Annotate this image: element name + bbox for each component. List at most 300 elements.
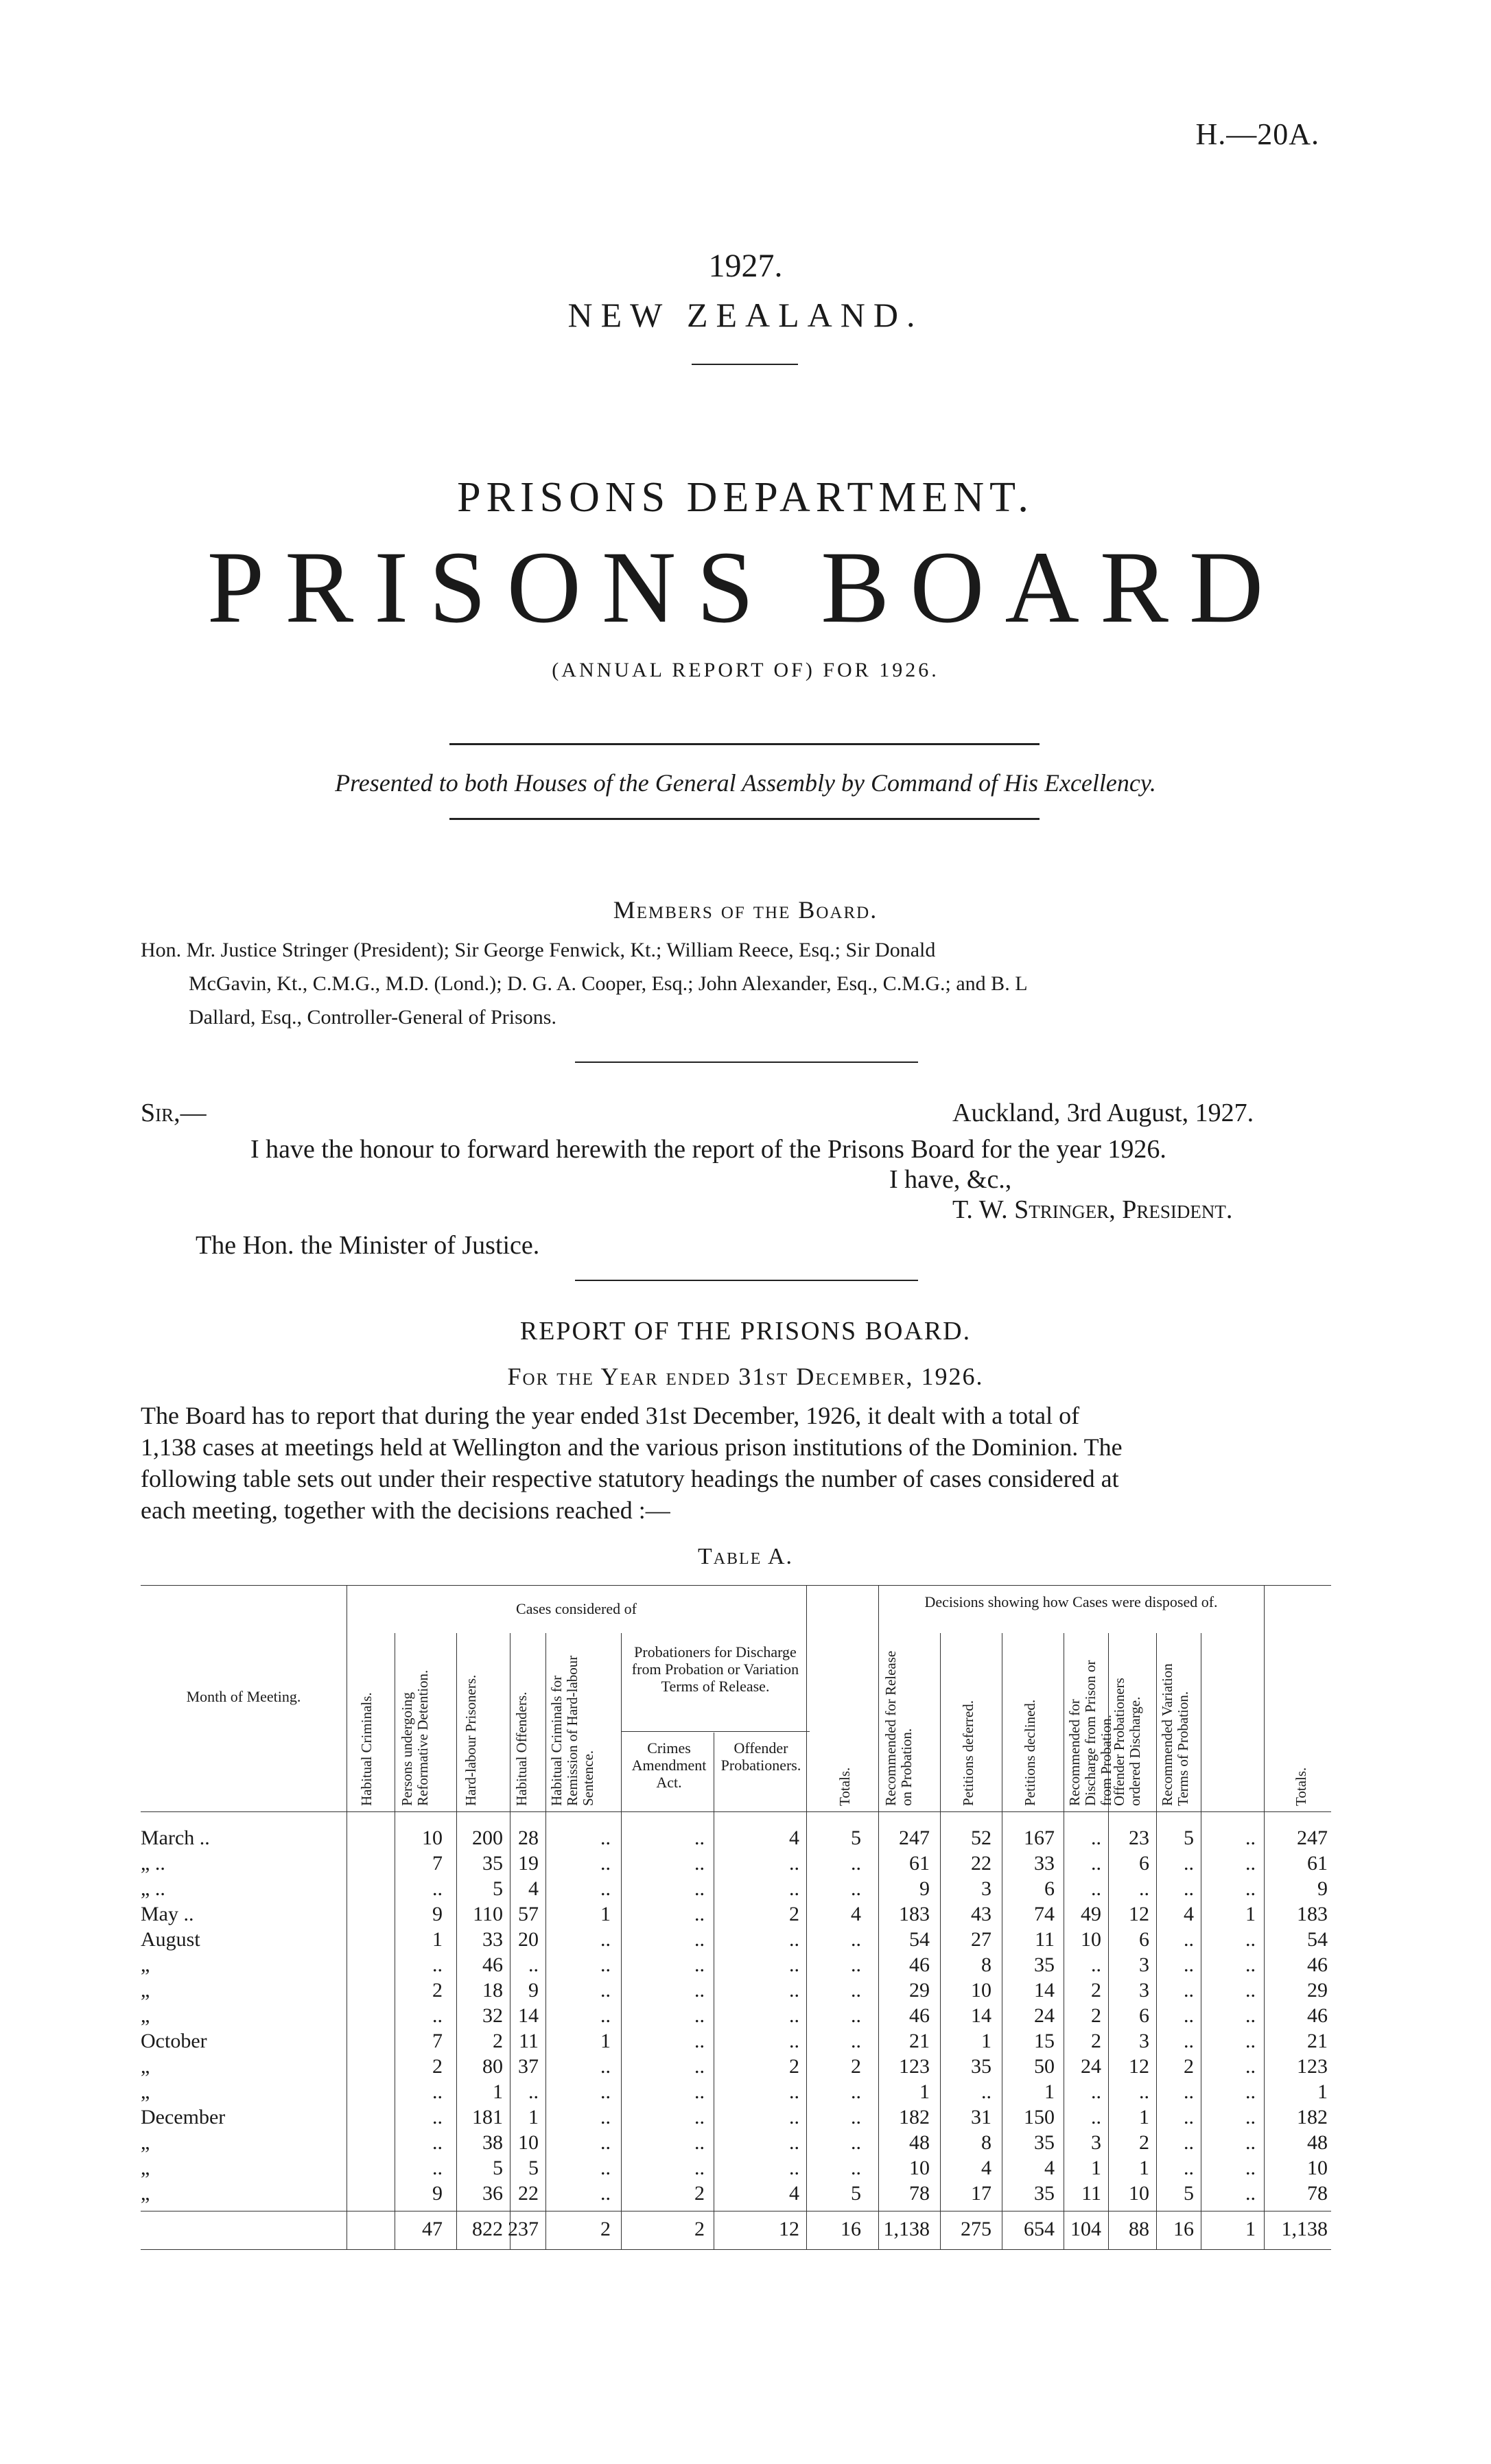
table-cell: .. <box>1184 2157 1194 2179</box>
table-cell: 48 <box>1307 2131 1328 2154</box>
table-cell: 247 <box>899 1827 930 1849</box>
table-cell: .. <box>851 1877 861 1900</box>
table-cell: 183 <box>899 1903 930 1925</box>
table-cell: 11 <box>519 2030 539 2052</box>
table-cell: 3 <box>1139 2030 1149 2052</box>
table-cell: .. <box>1091 1953 1101 1976</box>
table-cell: 6 <box>1139 1928 1149 1951</box>
table-cell: 10 <box>1081 1928 1101 1951</box>
table-cell: 57 <box>518 1903 539 1925</box>
table-cell: 38 <box>482 2131 503 2154</box>
table-top-rule <box>141 1585 1331 1586</box>
table-cell: .. <box>789 1852 799 1875</box>
table-cell: 12 <box>1129 1903 1149 1925</box>
letter-closing: I have, &c., <box>889 1165 1012 1194</box>
group-header-cases: Cases considered of <box>516 1600 637 1617</box>
table-cell: .. <box>1091 2106 1101 2128</box>
table-cell: .. <box>528 1953 539 1976</box>
table-cell: 4 <box>789 2182 799 2205</box>
table-cell: .. <box>1091 1852 1101 1875</box>
table-cell: .. <box>432 2004 443 2027</box>
table-cell: 54 <box>909 1928 930 1951</box>
table-cell: 35 <box>482 1852 503 1875</box>
table-cell: .. <box>1245 1852 1256 1875</box>
table-cell: .. <box>1245 2182 1256 2205</box>
table-cell: .. <box>694 1827 705 1849</box>
table-cell: .. <box>851 2004 861 2027</box>
table-cell: 10 <box>909 2157 930 2179</box>
table-cell: .. <box>694 1852 705 1875</box>
table-cell: .. <box>432 1877 443 1900</box>
members-line: Dallard, Esq., Controller-General of Prisons. <box>189 1006 556 1029</box>
table-cell: .. <box>600 2055 611 2078</box>
offender-probationers-header: Offender Probationers. <box>720 1739 801 1774</box>
table-cell: 4 <box>851 1903 861 1925</box>
totals-cell: 47 <box>422 2218 443 2240</box>
table-cell: 17 <box>971 2182 991 2205</box>
totals-cell: 1,138 <box>883 2218 930 2240</box>
letter-salutation: Sir,— <box>141 1099 207 1127</box>
table-cell: .. <box>694 2030 705 2052</box>
table-cell: .. <box>432 1953 443 1976</box>
totals-cell: 237 <box>508 2218 539 2240</box>
totals-cell: 822 <box>472 2218 503 2240</box>
divider <box>692 364 798 365</box>
table-cell: 35 <box>1034 1953 1055 1976</box>
table-cell: .. <box>528 2080 539 2103</box>
col-header-discharge: Recommended for Discharge from Prison or from Probation. <box>1066 1660 1114 1806</box>
table-cell: .. <box>600 1979 611 2002</box>
table-cell: 21 <box>909 2030 930 2052</box>
table-cell: .. <box>1184 1852 1194 1875</box>
col-header-remission: Habitual Criminals for Remission of Hard-labour Sentence. <box>548 1655 596 1806</box>
table-cell: 33 <box>482 1928 503 1951</box>
col-header-offender-discharge: Offender Probationers ordered Discharge. <box>1111 1678 1143 1806</box>
table-cell: 181 <box>472 2106 503 2128</box>
table-cell: .. <box>1184 1953 1194 1976</box>
table-cell: 37 <box>518 2055 539 2078</box>
row-month: „ <box>141 2157 150 2179</box>
letter-addressee: The Hon. the Minister of Justice. <box>196 1231 540 1260</box>
table-cell: 22 <box>971 1852 991 1875</box>
table-cell: .. <box>432 2080 443 2103</box>
table-cell: .. <box>1184 2106 1194 2128</box>
table-cell: 36 <box>482 2182 503 2205</box>
col-header-habitual-offenders: Habitual Offenders. <box>513 1691 530 1806</box>
document-year: 1927. <box>708 248 783 284</box>
table-cell: 11 <box>1035 1928 1055 1951</box>
table-cell: 27 <box>971 1928 991 1951</box>
table-cell: .. <box>1245 2055 1256 2078</box>
table-cell: .. <box>789 2080 799 2103</box>
table-cell: .. <box>789 2131 799 2154</box>
table-cell: 1 <box>981 2030 991 2052</box>
divider <box>449 743 1040 745</box>
row-month: March .. <box>141 1827 210 1849</box>
table-cell: 2 <box>1091 2030 1101 2052</box>
table-cell: 14 <box>1034 1979 1055 2002</box>
table-cell: 15 <box>1034 2030 1055 2052</box>
table-cell: 2 <box>493 2030 503 2052</box>
table-cell: 8 <box>981 2131 991 2154</box>
intro-paragraph <box>141 1400 1335 1526</box>
table-cell: 5 <box>1184 2182 1194 2205</box>
table-cell: .. <box>851 1928 861 1951</box>
table-cell: .. <box>432 2131 443 2154</box>
table-cell: 4 <box>1044 2157 1055 2179</box>
table-cell: .. <box>789 1928 799 1951</box>
table-cell: 2 <box>851 2055 861 2078</box>
table-cell: 3 <box>1091 2131 1101 2154</box>
table-cell: 10 <box>1307 2157 1328 2179</box>
table-cell: 5 <box>493 2157 503 2179</box>
table-cell: .. <box>851 2106 861 2128</box>
totals-cell: 1,138 <box>1281 2218 1328 2240</box>
row-month: „ <box>141 2131 150 2154</box>
table-cell: 24 <box>1034 2004 1055 2027</box>
table-cell: 7 <box>432 2030 443 2052</box>
table-cell: .. <box>789 2004 799 2027</box>
table-cell: .. <box>600 2182 611 2205</box>
table-cell: 2 <box>1091 1979 1101 2002</box>
col-header-petitions-deferred: Petitions deferred. <box>960 1700 976 1806</box>
table-cell: 3 <box>1139 1979 1149 2002</box>
table-cell: 1 <box>528 2106 539 2128</box>
table-cell: .. <box>1184 2004 1194 2027</box>
row-month: „ .. <box>141 1852 165 1875</box>
intro-line: following table sets out under their respective statutory headings the number of cases considered at <box>141 1465 1119 1492</box>
totals-cell: 2 <box>694 2218 705 2240</box>
table-cell: 1 <box>919 2080 930 2103</box>
table-cell: 7 <box>432 1852 443 1875</box>
table-cell: .. <box>1245 2106 1256 2128</box>
table-cell: 4 <box>1184 1903 1194 1925</box>
table-cell: 29 <box>1307 1979 1328 2002</box>
table-cell: .. <box>1245 2131 1256 2154</box>
table-a <box>141 1585 1331 2251</box>
table-cell: 35 <box>971 2055 991 2078</box>
table-cell: 14 <box>971 2004 991 2027</box>
table-cell: 6 <box>1139 1852 1149 1875</box>
table-cell: 9 <box>1317 1877 1328 1900</box>
table-cell: 2 <box>432 1979 443 2002</box>
table-cell: 5 <box>851 1827 861 1849</box>
table-cell: .. <box>694 1903 705 1925</box>
table-cell: 12 <box>1129 2055 1149 2078</box>
table-cell: .. <box>694 2157 705 2179</box>
table-cell: 150 <box>1024 2106 1055 2128</box>
members-line: Hon. Mr. Justice Stringer (President); Sir George Fenwick, Kt.; William Reece, Esq.; Sir Donald <box>141 939 936 961</box>
table-cell: 74 <box>1034 1903 1055 1925</box>
table-cell: 52 <box>971 1827 991 1849</box>
row-month: October <box>141 2030 207 2052</box>
table-cell: .. <box>1245 2080 1256 2103</box>
table-cell: 28 <box>518 1827 539 1849</box>
letter-signature: T. W. Stringer, President. <box>952 1195 1233 1224</box>
table-cell: 2 <box>1091 2004 1101 2027</box>
table-cell: .. <box>851 2030 861 2052</box>
col-header-release-probation: Recommended for Release on Probation. <box>882 1650 915 1806</box>
table-cell: 2 <box>1184 2055 1194 2078</box>
table-cell: .. <box>432 2106 443 2128</box>
table-cell: .. <box>1245 1928 1256 1951</box>
table-cell: .. <box>1245 1877 1256 1900</box>
table-cell: 54 <box>1307 1928 1328 1951</box>
table-cell: .. <box>851 2080 861 2103</box>
country-heading: NEW ZEALAND. <box>567 296 924 334</box>
table-cell: 1 <box>600 1903 611 1925</box>
col-header-petitions-declined: Petitions declined. <box>1022 1699 1038 1806</box>
document-reference: H.—20A. <box>1195 117 1319 151</box>
intro-line: The Board has to report that during the year ended 31st December, 1926, it dealt with a total of <box>141 1402 1080 1429</box>
table-cell: 8 <box>981 1953 991 1976</box>
table-cell: .. <box>600 2157 611 2179</box>
table-cell: 46 <box>1307 1953 1328 1976</box>
letter-place-date: Auckland, 3rd August, 1927. <box>952 1099 1254 1127</box>
table-cell: 80 <box>482 2055 503 2078</box>
table-cell: 4 <box>528 1877 539 1900</box>
table-cell: 2 <box>1139 2131 1149 2154</box>
table-cell: .. <box>789 2106 799 2128</box>
table-cell: .. <box>694 1877 705 1900</box>
totals-cell: 104 <box>1070 2218 1101 2240</box>
table-cell: 5 <box>1184 1827 1194 1849</box>
table-cell: 10 <box>1129 2182 1149 2205</box>
table-caption: Table A. <box>697 1544 794 1569</box>
row-month: „ <box>141 2055 150 2078</box>
group-header-decisions: Decisions showing how Cases were disposed of. <box>924 1593 1218 1610</box>
table-cell: 23 <box>1129 1827 1149 1849</box>
crimes-act-header: Crimes Amendment Act. <box>631 1739 707 1791</box>
totals-cell: 16 <box>1173 2218 1194 2240</box>
members-list <box>141 933 1348 1034</box>
table-cell: 2 <box>694 2182 705 2205</box>
table-cell: 10 <box>422 1827 443 1849</box>
totals-cell: 275 <box>961 2218 991 2240</box>
table-cell: 31 <box>971 2106 991 2128</box>
table-cell: .. <box>694 1928 705 1951</box>
table-cell: 1 <box>1044 2080 1055 2103</box>
table-cell: .. <box>1184 1877 1194 1900</box>
table-cell: .. <box>694 1953 705 1976</box>
table-cell: .. <box>600 1928 611 1951</box>
table-cell: .. <box>694 1979 705 2002</box>
table-cell: .. <box>789 1877 799 1900</box>
table-cell: .. <box>1245 2157 1256 2179</box>
table-cell: 182 <box>899 2106 930 2128</box>
table-cell: 48 <box>909 2131 930 2154</box>
table-bottom-rule <box>141 2249 1331 2250</box>
table-cell: 10 <box>518 2131 539 2154</box>
table-cell: 61 <box>909 1852 930 1875</box>
table-cell: 1 <box>1317 2080 1328 2103</box>
col-header-habitual-criminals: Habitual Criminals. <box>358 1692 375 1806</box>
totals-cell: 88 <box>1129 2218 1149 2240</box>
table-cell: 21 <box>1307 2030 1328 2052</box>
row-month: „ <box>141 2004 150 2027</box>
table-cell: .. <box>600 2106 611 2128</box>
table-cell: .. <box>1139 1877 1149 1900</box>
table-cell: 5 <box>493 1877 503 1900</box>
table-cell: .. <box>1245 1953 1256 1976</box>
members-line: McGavin, Kt., C.M.G., M.D. (Lond.); D. G. A. Cooper, Esq.; John Alexander, Esq., C.M.G.; and B. L <box>189 972 1028 995</box>
table-cell: .. <box>1091 1877 1101 1900</box>
col-header-hard-labour: Hard-labour Prisoners. <box>462 1674 479 1806</box>
row-month: „ <box>141 1953 150 1976</box>
totals-cell: 12 <box>779 2218 799 2240</box>
table-cell: 1 <box>1091 2157 1101 2179</box>
row-month: December <box>141 2106 226 2128</box>
table-cell: .. <box>1139 2080 1149 2103</box>
totals-cell: 16 <box>841 2218 861 2240</box>
report-subtitle: (ANNUAL REPORT OF) FOR 1926. <box>552 659 939 681</box>
table-cell: 4 <box>981 2157 991 2179</box>
table-cell: 1 <box>600 2030 611 2052</box>
table-cell: 49 <box>1081 1903 1101 1925</box>
table-cell: .. <box>600 2004 611 2027</box>
table-cell: 46 <box>1307 2004 1328 2027</box>
table-cell: .. <box>1245 1979 1256 2002</box>
table-cell: .. <box>789 1979 799 2002</box>
members-heading: Members of the Board. <box>613 896 878 924</box>
table-cell: 123 <box>1297 2055 1328 2078</box>
table-cell: .. <box>1091 1827 1101 1849</box>
month-header: Month of Meeting. <box>186 1688 301 1705</box>
presented-statement: Presented to both Houses of the General Assembly by Command of His Excellency. <box>335 769 1156 797</box>
table-cell: .. <box>981 2080 991 2103</box>
table-cell: 200 <box>472 1827 503 1849</box>
col-header-reformative-detention: Persons undergoing Reformative Detention. <box>399 1669 431 1806</box>
table-cell: 33 <box>1034 1852 1055 1875</box>
table-cell: 46 <box>909 2004 930 2027</box>
col-header-grand-totals: Totals. <box>1293 1767 1309 1806</box>
table-cell: 247 <box>1297 1827 1328 1849</box>
table-cell: 9 <box>432 2182 443 2205</box>
table-cell: 9 <box>919 1877 930 1900</box>
table-cell: 2 <box>789 2055 799 2078</box>
table-cell: 183 <box>1297 1903 1328 1925</box>
board-title: PRISONS BOARD <box>207 530 1284 644</box>
letter-body: I have the honour to forward herewith the report of the Prisons Board for the year 1926. <box>250 1135 1166 1164</box>
table-header-rule <box>141 1811 1331 1812</box>
table-cell: .. <box>600 1852 611 1875</box>
table-cell: 9 <box>432 1903 443 1925</box>
table-cell: 4 <box>789 1827 799 1849</box>
table-cell: .. <box>789 2030 799 2052</box>
table-cell: 22 <box>518 2182 539 2205</box>
table-cell: .. <box>1184 2030 1194 2052</box>
table-cell: 19 <box>518 1852 539 1875</box>
table-cell: 43 <box>971 1903 991 1925</box>
table-cell: .. <box>789 2157 799 2179</box>
table-cell: 6 <box>1139 2004 1149 2027</box>
table-cell: 182 <box>1297 2106 1328 2128</box>
table-cell: .. <box>432 2157 443 2179</box>
col-divider <box>621 1633 622 2249</box>
table-cell: 32 <box>482 2004 503 2027</box>
table-cell: 18 <box>482 1979 503 2002</box>
table-cell: 5 <box>528 2157 539 2179</box>
table-cell: 9 <box>528 1979 539 2002</box>
divider <box>575 1061 918 1063</box>
department-heading: PRISONS DEPARTMENT. <box>457 474 1034 521</box>
table-cell: 1 <box>432 1928 443 1951</box>
table-cell: 61 <box>1307 1852 1328 1875</box>
intro-line: 1,138 cases at meetings held at Wellington and the various prison institutions of the Dominion. The <box>141 1433 1123 1461</box>
table-cell: .. <box>600 1953 611 1976</box>
table-cell: 2 <box>789 1903 799 1925</box>
table-cell: .. <box>1184 1979 1194 2002</box>
totals-cell: 654 <box>1024 2218 1055 2240</box>
table-cell: 35 <box>1034 2182 1055 2205</box>
table-cell: .. <box>1184 1928 1194 1951</box>
table-cell: 3 <box>981 1877 991 1900</box>
totals-cell: 1 <box>1245 2218 1256 2240</box>
table-cell: 78 <box>1307 2182 1328 2205</box>
table-cell: 11 <box>1081 2182 1101 2205</box>
table-cell: .. <box>851 2131 861 2154</box>
report-heading: REPORT OF THE PRISONS BOARD. <box>519 1317 972 1346</box>
intro-line: each meeting, together with the decisions reached :— <box>141 1497 670 1524</box>
table-cell: 5 <box>851 2182 861 2205</box>
table-cell: .. <box>1184 2080 1194 2103</box>
table-cell: 10 <box>971 1979 991 2002</box>
prob-subheader-rule <box>621 1731 810 1732</box>
table-cell: 20 <box>518 1928 539 1951</box>
table-cell: 110 <box>473 1903 503 1925</box>
table-cell: .. <box>694 2131 705 2154</box>
table-cell: .. <box>1184 2131 1194 2154</box>
table-cell: .. <box>1245 1827 1256 1849</box>
table-cell: .. <box>694 2080 705 2103</box>
table-cell: 1 <box>1139 2157 1149 2179</box>
table-cell: .. <box>600 2131 611 2154</box>
table-cell: 1 <box>1245 1903 1256 1925</box>
table-cell: .. <box>1091 2080 1101 2103</box>
row-month: „ <box>141 2080 150 2103</box>
table-cell: .. <box>1245 2004 1256 2027</box>
divider <box>449 818 1040 820</box>
table-cell: .. <box>600 1827 611 1849</box>
table-cell: .. <box>851 2157 861 2179</box>
table-cell: 50 <box>1034 2055 1055 2078</box>
col-divider <box>545 1633 546 2249</box>
row-month: May .. <box>141 1903 194 1925</box>
probationers-header: Probationers for Discharge from Probation or Variation Terms of Release. <box>631 1643 799 1695</box>
divider <box>575 1280 918 1281</box>
col-header-totals: Totals. <box>836 1767 853 1806</box>
table-cell: .. <box>600 2080 611 2103</box>
row-month: „ <box>141 2182 150 2205</box>
table-cell: 2 <box>432 2055 443 2078</box>
table-cell: .. <box>694 2055 705 2078</box>
table-cell: .. <box>851 1953 861 1976</box>
table-cell: .. <box>694 2004 705 2027</box>
table-cell: .. <box>851 1979 861 2002</box>
table-cell: 14 <box>518 2004 539 2027</box>
report-subheading: For the Year ended 31st December, 1926. <box>507 1363 984 1390</box>
table-cell: 3 <box>1139 1953 1149 1976</box>
table-cell: 6 <box>1044 1877 1055 1900</box>
table-cell: 1 <box>493 2080 503 2103</box>
totals-cell: 2 <box>600 2218 611 2240</box>
row-month: „ <box>141 1979 150 2002</box>
table-cell: 1 <box>1139 2106 1149 2128</box>
col-header-variation: Recommended Variation Terms of Probation. <box>1159 1663 1191 1806</box>
table-cell: .. <box>789 1953 799 1976</box>
table-cell: 46 <box>909 1953 930 1976</box>
table-cell: .. <box>1245 2030 1256 2052</box>
